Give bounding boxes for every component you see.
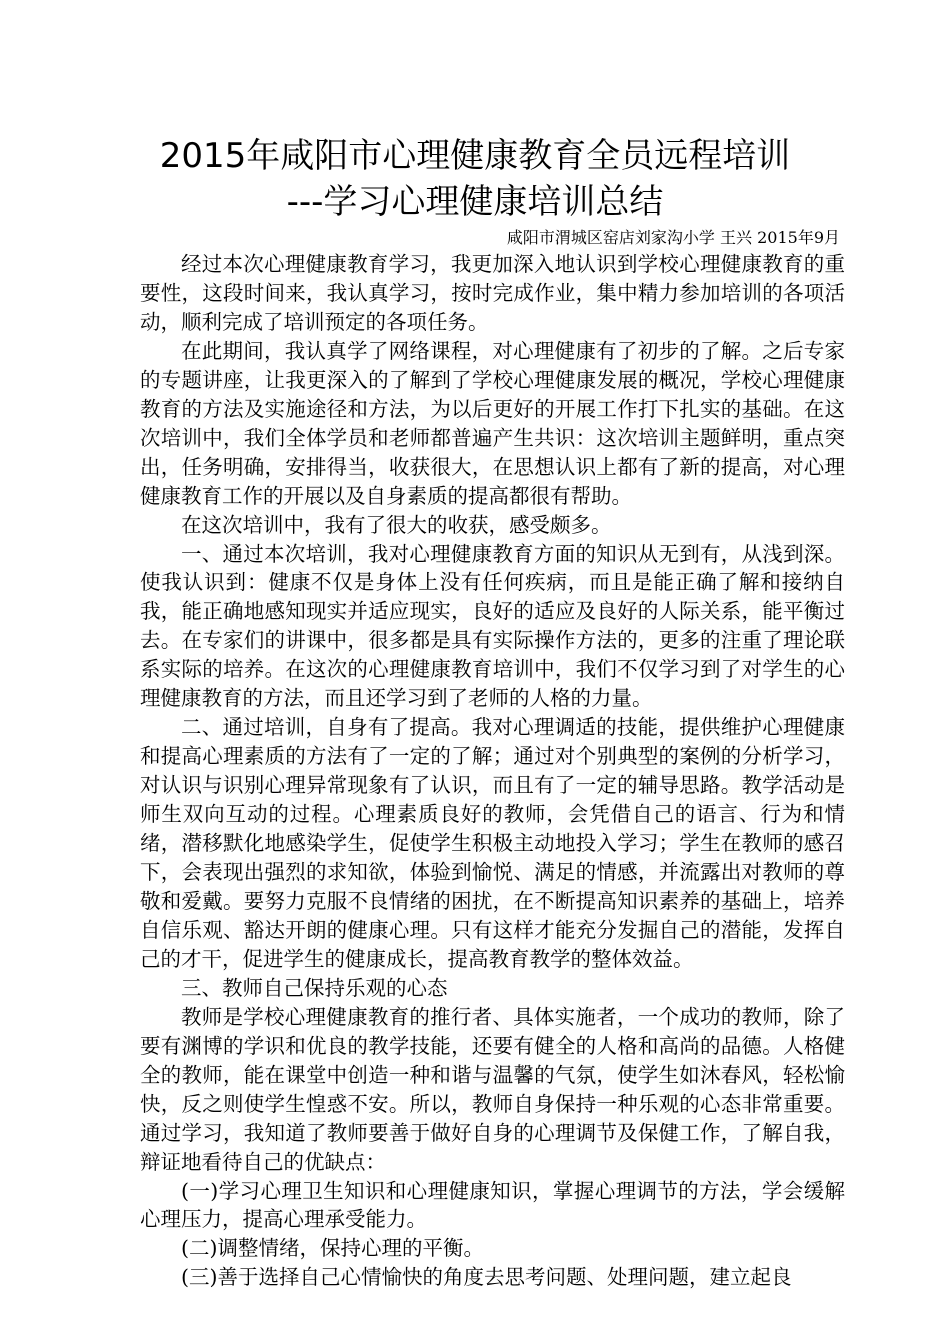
body-paragraph: 教师是学校心理健康教育的推行者、具体实施者，一个成功的教师，除了要有渊博的学识和优良的教学技能，还要有健全的人格和高尚的品德。人格健全的教师，能在课堂中创造一种和谐与温馨的气氛，使学生如沐春风，轻松愉快，反之则使学生惶惑不安。所以，教师自身保持一种乐观的心态非常重要。通过学习，我知道了教师要善于做好自身的心理调节及保健工作，了解自我，辩证地看待自己的优缺点： xyxy=(140,1004,845,1174)
list-item-two: (二)调整情绪，保持心理的平衡。 xyxy=(181,1236,484,1261)
section-three-heading: 三、教师自己保持乐观的心态 xyxy=(181,975,448,1000)
document-title-line-2: ---学习心理健康培训总结 xyxy=(286,182,664,222)
document-body xyxy=(140,250,845,1292)
list-item-one: (一)学习心理卫生知识和心理健康知识，掌握心理调节的方法，学会缓解心理压力，提高心理承受能力。 xyxy=(140,1178,845,1232)
body-paragraph: 在这次培训中，我有了很大的收获，感受颇多。 xyxy=(181,512,612,537)
body-paragraph: 经过本次心理健康教育学习，我更加深入地认识到学校心理健康教育的重要性，这段时间来，我认真学习，按时完成作业，集中精力参加培训的各项活动，顺利完成了培训预定的各项任务。 xyxy=(140,252,845,334)
document-title-line-1: 2015年咸阳市心理健康教育全员远程培训 xyxy=(159,136,791,176)
section-two-paragraph: 二、通过培训，自身有了提高。我对心理调适的技能，提供维护心理健康和提高心理素质的方法有了一定的了解；通过对个别典型的案例的分析学习，对认识与识别心理异常现象有了认识，而且有了一定的辅导思路。教学活动是师生双向互动的过程。心理素质良好的教师，会凭借自己的语言、行为和情绪，潜移默化地感染学生，促使学生积极主动地投入学习；学生在教师的感召下，会表现出强烈的求知欲，体验到愉悦、满足的情感，并流露出对教师的尊敬和爱戴。要努力克服不良情绪的困扰，在不断提高知识素养的基础上，培养自信乐观、豁达开朗的健康心理。只有这样才能充分发掘自己的潜能，发挥自己的才干，促进学生的健康成长，提高教育教学的整体效益。 xyxy=(140,715,845,971)
body-paragraph: 在此期间，我认真学了网络课程，对心理健康有了初步的了解。之后专家的专题讲座，让我更深入的了解到了学校心理健康发展的概况，学校心理健康教育的方法及实施途径和方法，为以后更好的开展工作打下扎实的基础。在这次培训中，我们全体学员和老师都普遍产生共识：这次培训主题鲜明，重点突出，任务明确，安排得当，收获很大，在思想认识上都有了新的提高，对心理健康教育工作的开展以及自身素质的提高都很有帮助。 xyxy=(140,338,845,508)
author-byline: 咸阳市渭城区窑店刘家沟小学 王兴 2015年9月 xyxy=(506,228,840,247)
list-item-three: (三)善于选择自己心情愉快的角度去思考问题、处理问题，建立起良 xyxy=(181,1265,792,1290)
section-one-paragraph: 一、通过本次培训，我对心理健康教育方面的知识从无到有，从浅到深。使我认识到：健康不仅是身体上没有任何疾病，而且是能正确了解和接纳自我，能正确地感知现实并适应现实，良好的适应及良好的人际关系，能平衡过去。在专家们的讲课中，很多都是具有实际操作方法的，更多的注重了理论联系实际的培养。在这次的心理健康教育培训中，我们不仅学习到了对学生的心理健康教育的方法，而且还学习到了老师的人格的力量。 xyxy=(140,541,845,711)
